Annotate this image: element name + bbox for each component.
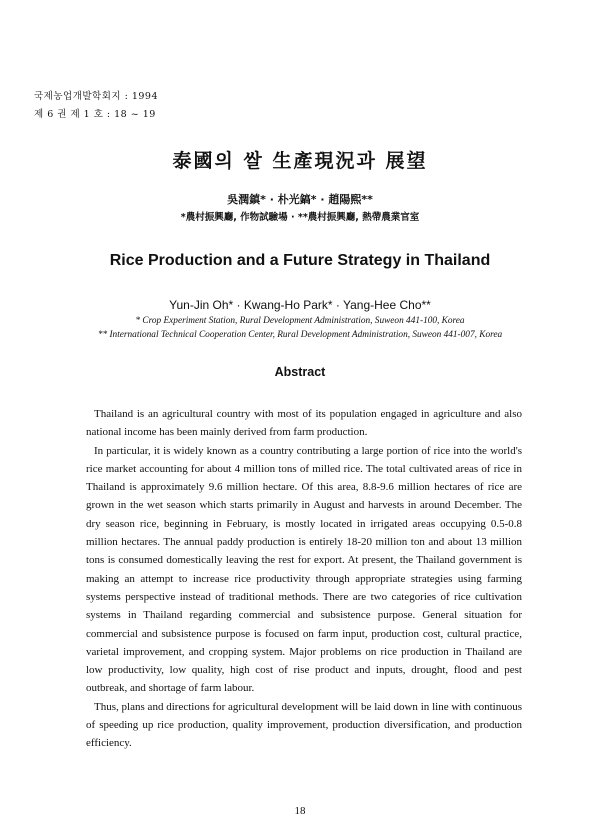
korean-authors: 吳潤鎮* · 朴光鎬* · 趙陽熙** [227,193,373,206]
english-title: Rice Production and a Future Strategy in Thailand [109,252,491,269]
abstract-paragraph: In particular, it is widely known as a country contributing a large portion of rice into the world's rice market accounting for about 4 million tons of milled rice. The total cultivated areas of rice in Thailand is approximately 9.6 million hectare. Of this area, 8.8-9.6 million hectares of rice are grown in the wet season which starts primarily in August and harvests in around December. The dry season rice, beginning in February, is mostly located in irrigated areas occupying 0.5-0.8 million hectares. The annual paddy production is entirely 18-20 million ton and about 13 million tons is consumed domestically leaving the rest for export. At present, the Thailand government is making an attempt to increase rice productivity through appropriate strategies using farming systems perspective instead of traditional methods. There are two categories of rice cultivation systems in Thailand regarding commercial and subsistence purpose. General situation for commercial and subsistence purpose is focused on farm input, production cost, cultural practice, varietal improvement, and cropping system. Major problems on rice production in Thailand are low productivity, low quality, high cost of rise product and inputs, drought, flood and pest outbreak, and shortage of farm labour. [86,444,522,695]
korean-affiliations: *農村振興廳, 作物試驗場 · **農村振興廳, 熱帶農業官室 [180,212,420,223]
english-authors: Yun-Jin Oh* · Kwang-Ho Park* · Yang-Hee Cho** [169,298,431,312]
abstract-paragraph: Thailand is an agricultural country with most of its population engaged in agriculture and also national income has been mainly derived from farm production. [86,408,522,439]
journal-name: 국제농업개발학회지 : 1994 [34,91,159,102]
english-affiliation-2: ** International Technical Cooperation Center, Rural Development Administration, Suweon 441-007, Korea [97,330,503,340]
abstract-body [86,405,522,753]
page-number: 18 [294,805,306,817]
abstract-paragraph: Thus, plans and directions for agricultural development will be laid down in line with continuous of speeding up rice production, quality improvement, production diversification, and production efficiency. [86,700,522,750]
abstract-heading: Abstract [274,365,326,379]
korean-title: 泰國의 쌀 生產現況과 展望 [172,150,428,172]
english-affiliation-1: * Crop Experiment Station, Rural Development Administration, Suweon 441-100, Korea [135,316,465,326]
journal-volume: 제 6 권 제 1 호 : 18 ~ 19 [34,109,156,120]
